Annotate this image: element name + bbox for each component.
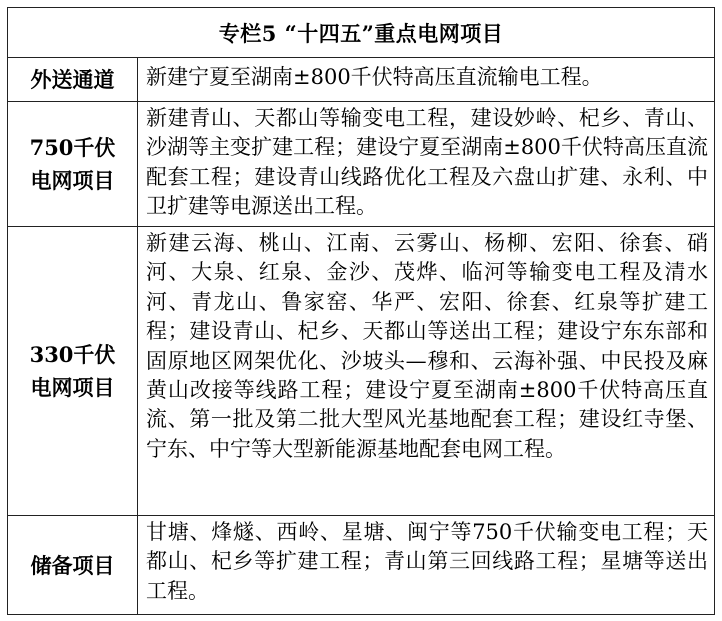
row-label: [8, 58, 138, 102]
row-label-line: 750千伏: [29, 135, 116, 160]
table-row: [8, 227, 715, 516]
row-content: 新建宁夏至湖南±800千伏特高压直流输电工程。: [138, 58, 715, 102]
table-title: 专栏5 “十四五”重点电网项目: [8, 8, 715, 58]
row-label: [8, 102, 138, 227]
row-label: [8, 516, 138, 615]
row-label-line: 电网项目: [30, 168, 115, 193]
row-content: 新建云海、桃山、江南、云雾山、杨柳、宏阳、徐套、硝河、大泉、红泉、金沙、茂烨、临河等输变电工程及清水河、青龙山、鲁家窑、华严、宏阳、徐套、红泉等扩建工程；建设青山、杞乡、天都山等送出工程；建设宁东东部和固原地区网架优化、沙坡头—穆和、云海补强、中民投及麻黄山改接等线路工程；建设宁夏至湖南±800千伏特高压直流、第一批及第二批大型风光基地配套工程；建设红寺堡、宁东、中宁等大型新能源基地配套电网工程。: [138, 227, 715, 516]
table-row: [8, 516, 715, 615]
row-label-line: 330千伏: [29, 342, 116, 367]
row-label: [8, 227, 138, 516]
table-row: [8, 102, 715, 227]
row-content: 新建青山、天都山等输变电工程，建设妙岭、杞乡、青山、沙湖等主变扩建工程；建设宁夏至湖南±800千伏特高压直流配套工程；建设青山线路优化工程及六盘山扩建、永利、中卫扩建等电源送出工程。: [138, 102, 715, 227]
table-title-row: [8, 8, 715, 58]
table-row: [8, 58, 715, 102]
row-content: 甘塘、烽燧、西岭、星塘、闽宁等750千伏输变电工程；天都山、杞乡等扩建工程；青山第三回线路工程；星塘等送出工程。: [138, 516, 715, 615]
row-label-line: 储备项目: [30, 552, 115, 578]
row-label-line: 电网项目: [30, 375, 115, 400]
row-label-line: 外送通道: [30, 67, 115, 92]
project-table: [7, 7, 715, 615]
